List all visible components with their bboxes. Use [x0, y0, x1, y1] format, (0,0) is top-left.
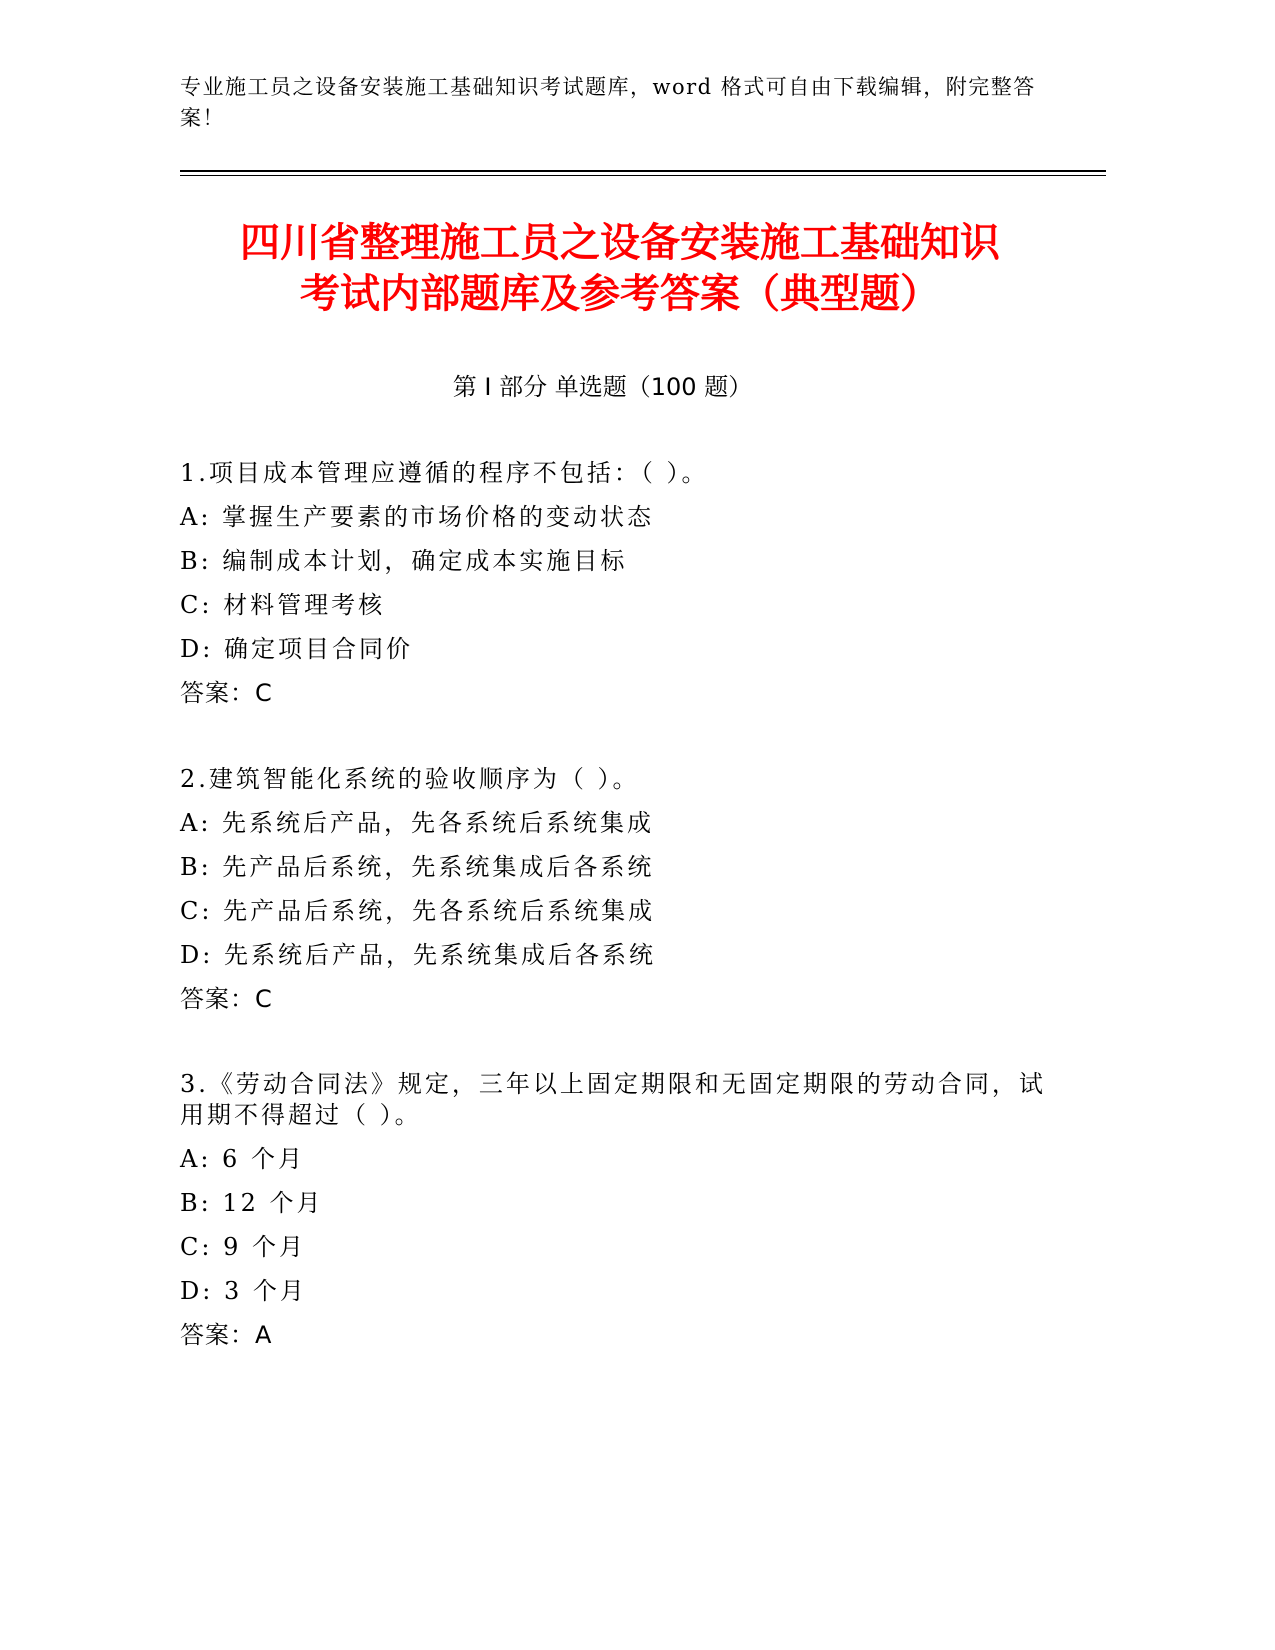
header-note: 专业施工员之设备安装施工基础知识考试题库，word 格式可自由下载编辑，附完整答案！: [180, 75, 1036, 130]
document-title-line-2: 考试内部题库及参考答案（典型题）: [300, 271, 940, 317]
question-3: [180, 1069, 1050, 1351]
option-a: A: 掌握生产要素的市场价格的变动状态: [180, 503, 655, 531]
question-stem: 2.建筑智能化系统的验收顺序为（ ）。: [180, 765, 640, 793]
option-c: C: 先产品后系统，先各系统后系统集成: [180, 897, 656, 925]
option-b: B: 编制成本计划，确定成本实施目标: [180, 547, 628, 575]
answer: 答案：A: [180, 1321, 273, 1349]
option-b: B: 12 个月: [180, 1189, 324, 1217]
answer: 答案：C: [180, 679, 273, 707]
document-title: [150, 218, 1090, 320]
header-divider-thick: [180, 170, 1106, 172]
option-d: D: 3 个月: [180, 1277, 307, 1305]
section-title: 第 I 部分 单选题（100 题）: [452, 373, 753, 401]
option-a: A: 先系统后产品，先各系统后系统集成: [180, 809, 655, 837]
option-d: D: 确定项目合同价: [180, 635, 413, 663]
option-c: C: 材料管理考核: [180, 591, 386, 619]
question-1: [180, 458, 1050, 709]
question-stem: 3.《劳动合同法》规定，三年以上固定期限和无固定期限的劳动合同，试用期不得超过（ ）。: [180, 1070, 1046, 1129]
option-b: B: 先产品后系统，先系统集成后各系统: [180, 853, 655, 881]
option-a: A: 6 个月: [180, 1145, 305, 1173]
header-divider-thin: [180, 175, 1106, 176]
question-stem: 1.项目成本管理应遵循的程序不包括：（ ）。: [180, 459, 709, 487]
option-c: C: 9 个月: [180, 1233, 306, 1261]
answer: 答案：C: [180, 985, 273, 1013]
document-title-line-1: 四川省整理施工员之设备安装施工基础知识: [240, 220, 1000, 266]
question-2: [180, 764, 1050, 1015]
option-d: D: 先系统后产品，先系统集成后各系统: [180, 941, 656, 969]
